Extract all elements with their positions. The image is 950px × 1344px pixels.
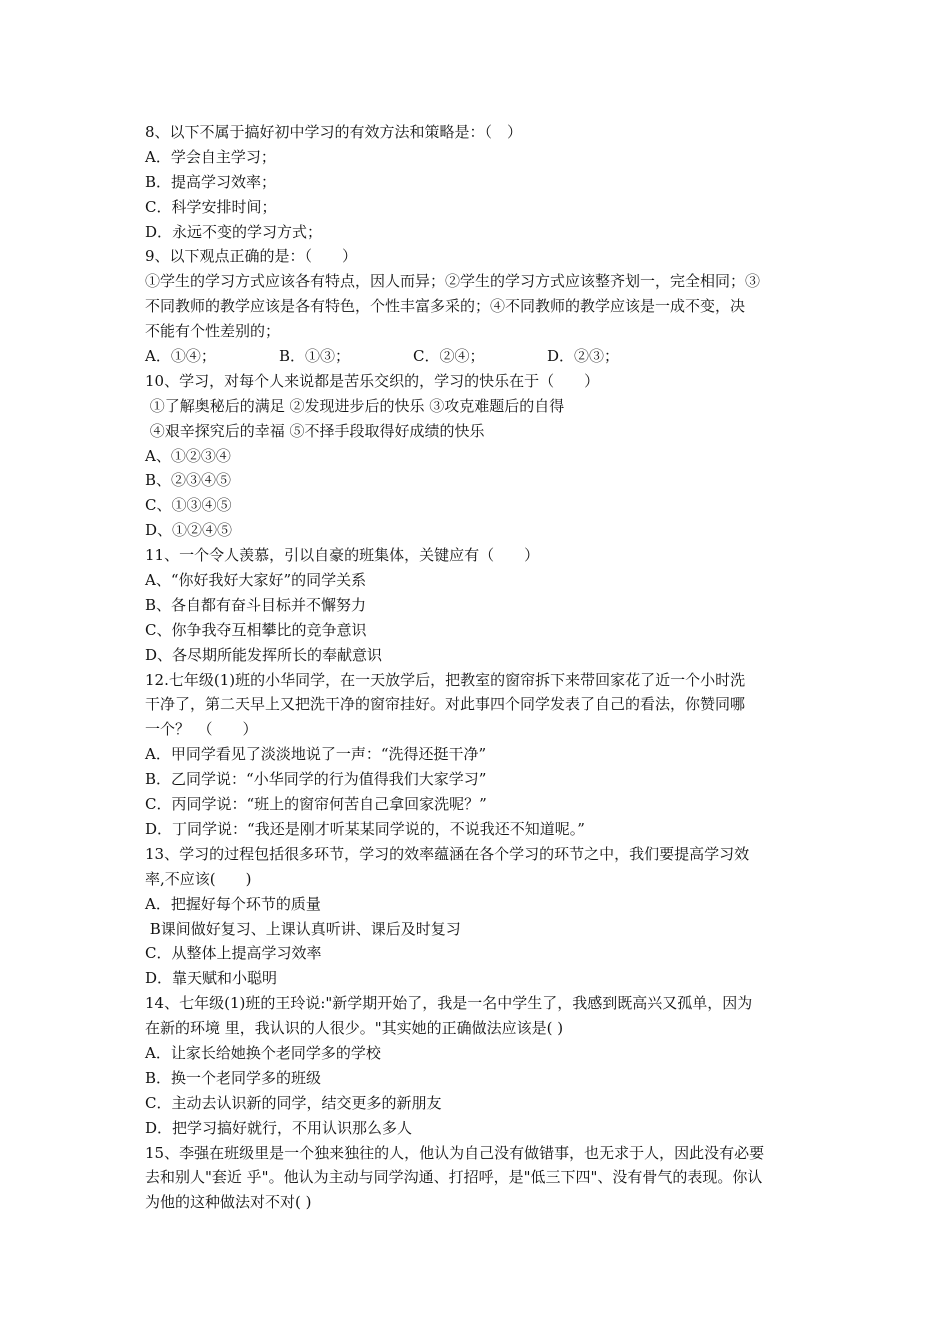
question-8-option-a: A．学会自主学习； [145,147,276,166]
question-9-stem: 9、以下观点正确的是：（ ） [145,247,358,266]
question-9-option-b: B．①③； [279,347,351,366]
question-12-text-line: 一个？ （ ） [145,720,258,739]
question-9-options [145,344,817,369]
question-12-stem: 12.七年级(1)班的小华同学，在一天放学后，把教室的窗帘拆下来带回家花了近一个小时洗 [145,670,746,689]
question-9-text-line: ①学生的学习方式应该各有特点，因人而异；②学生的学习方式应该整齐划一，完全相同；③ [145,272,761,291]
question-13-option-a: A．把握好每个环节的质量 [145,894,321,913]
question-11-stem: 11、一个令人羡慕，引以自豪的班集体，关键应有（ ） [145,546,540,565]
question-10 [145,369,817,543]
question-15-text-line: 为他的这种做法对不对( ) [145,1193,312,1212]
question-10-option-d: D、①②④⑤ [145,521,233,540]
question-13-option-c: C．从整体上提高学习效率 [145,944,322,963]
question-8-stem: 8、以下不属于搞好初中学习的有效方法和策略是：（ ） [145,123,523,141]
question-14 [145,991,817,1140]
question-11-option-a: A、“你好我好大家好”的同学关系 [145,571,367,590]
question-13-text-line: 率,不应该( ) [145,869,252,888]
question-13-stem: 13、学习的过程包括很多环节，学习的效率蕴涵在各个学习的环节之中，我们要提高学习效 [145,844,750,863]
question-14-option-a: A．让家长给她换个老同学多的学校 [145,1043,381,1062]
question-8 [145,120,817,244]
question-10-text-line: ①了解奥秘后的满足 ②发现进步后的快乐 ③攻克难题后的自得 [145,396,565,415]
question-11-option-b: B、各自都有奋斗目标并不懈努力 [145,595,367,614]
question-9-text-line: 不同教师的教学应该是各有特色，个性丰富多采的；④不同教师的教学应该是一成不变，决 [145,297,746,316]
question-12 [145,668,817,842]
question-12-option-a: A．甲同学看见了淡淡地说了一声：“洗得还挺干净” [145,745,487,764]
question-11-option-d: D、各尽期所能发挥所长的奉献意识 [145,645,383,664]
question-10-option-b: B、②③④⑤ [145,471,232,490]
question-15 [145,1141,817,1216]
question-10-option-c: C、①③④⑤ [145,496,232,515]
question-8-option-b: B．提高学习效率； [145,172,277,191]
question-9-option-a: A．①④； [145,347,216,366]
question-14-stem: 14、七年级(1)班的王玲说:"新学期开始了，我是一名中学生了，我感到既高兴又孤单，因为 [145,994,753,1013]
question-8-option-c: C．科学安排时间； [145,197,277,216]
question-12-option-b: B．乙同学说：“小华同学的行为值得我们大家学习” [145,770,487,789]
question-12-text-line: 干净了，第二天早上又把洗干净的窗帘挂好。对此事四个同学发表了自己的看法，你赞同哪 [145,695,746,714]
question-11 [145,543,817,667]
question-10-stem: 10、学习，对每个人来说都是苦乐交织的，学习的快乐在于（ ） [145,371,600,390]
question-15-text-line: 去和别人"套近 乎"。他认为主动与同学沟通、打招呼，是"低三下四"、没有骨气的表现。你认 [145,1168,763,1187]
question-13 [145,842,817,991]
question-11-option-c: C、你争我夺互相攀比的竞争意识 [145,620,367,639]
question-14-option-d: D．把学习搞好就行，不用认识那么多人 [145,1118,413,1137]
question-10-option-a: A、①②③④ [145,446,231,465]
question-14-text-line: 在新的环境 里，我认识的人很少。"其实她的正确做法应该是( ) [145,1019,564,1038]
question-8-option-d: D．永远不变的学习方式； [145,222,323,241]
question-9 [145,244,817,368]
exam-page [145,120,817,1215]
question-12-option-c: C．丙同学说：“班上的窗帘何苦自己拿回家洗呢？” [145,795,487,814]
question-12-option-d: D．丁同学说：“我还是刚才听某某同学说的，不说我还不知道呢。” [145,819,585,838]
question-9-option-c: C．②④； [413,347,485,366]
question-14-option-b: B．换一个老同学多的班级 [145,1068,322,1087]
question-15-stem: 15、李强在班级里是一个独来独往的人，他认为自己没有做错事，也无求于人，因此没有必要 [145,1143,765,1162]
question-13-option-b: B课间做好复习、上课认真听讲、课后及时复习 [145,919,461,938]
question-13-option-d: D．靠天赋和小聪明 [145,969,278,988]
question-9-text-line: 不能有个性差别的； [145,322,281,341]
question-14-option-c: C．主动去认识新的同学，结交更多的新朋友 [145,1093,442,1112]
question-9-option-d: D．②③； [547,347,620,366]
question-10-text-line: ④艰辛探究后的幸福 ⑤不择手段取得好成绩的快乐 [145,421,485,440]
